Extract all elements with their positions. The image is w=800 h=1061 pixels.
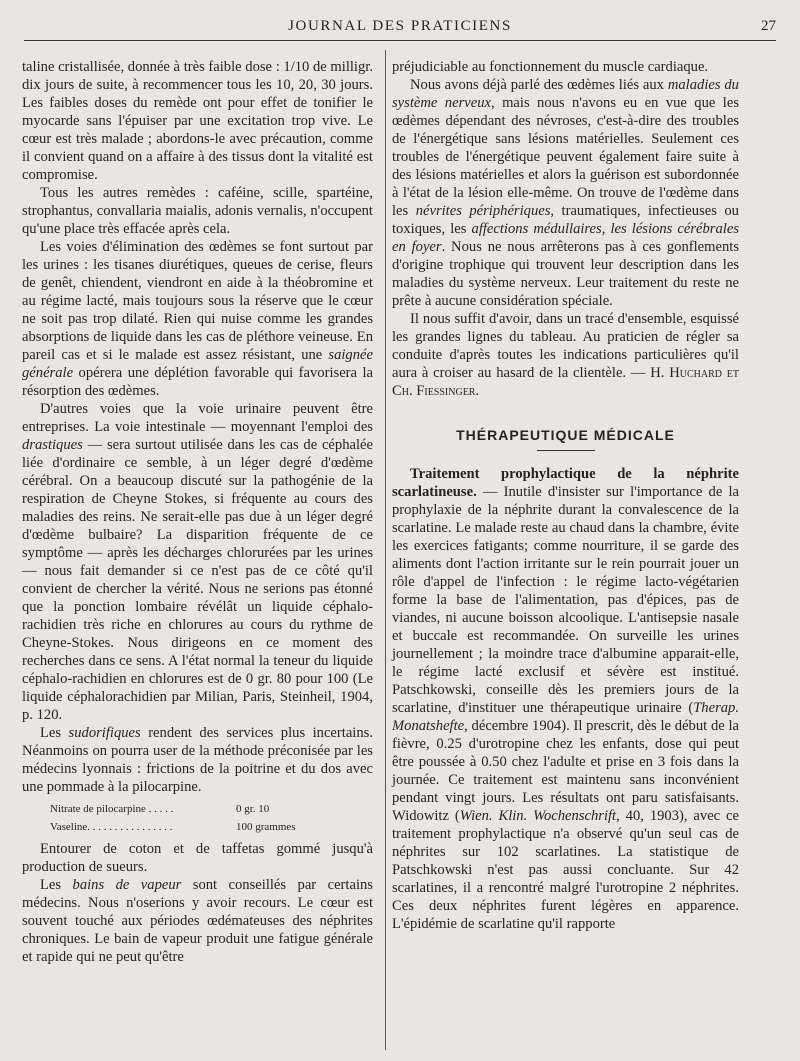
italic-term: saignée générale xyxy=(22,347,373,381)
prescription-line xyxy=(50,801,373,817)
text-run: Les xyxy=(40,877,73,893)
article-lead: Traitement prophylactique de la néphrite scarlatineuse. xyxy=(392,466,739,500)
column-divider xyxy=(385,50,386,1050)
paragraph: préjudiciable au fonctionnement du muscle cardiaque. xyxy=(392,59,709,75)
paragraph xyxy=(22,238,373,400)
right-column xyxy=(392,58,739,933)
text-run: — sera surtout utilisée dans les cas de céphalée liée d'ordinaire ce semble, à un léger degré d'œdème cérébral. On a beaucoup discuté sur la pathogénie de la respiration de Cheyne Stokes, si fréquente au cours des maladies des reins. Ne serait-elle pas due à un léger degré d'œdème bulbaire? La disparition fréquente de ce symptôme — après les décharges chlorurées par les urines — nous fait demander si ce n'est pas de ce côté qu'il convient de chercher la vérité. Nous ne serions pas étonné que la ponction lombaire révélât un liquide céphalo-rachidien très riche en chlorures au cours du rythme de Cheyne-Stokes. Nous dirigeons en ce moment des recherches dans ce sens. A l'état normal la teneur du liquide céphalo-rachidien en chlorures est de 0 gr. 80 pour 100 (Le liquide céphalorachidien par Milian, Paris, Steinheil, 1904, p. 120. xyxy=(22,437,373,723)
text-run: , décembre 1904). Il prescrit, dès le début de la fièvre, 0.25 d'urotropine chez les enfants, dose qui peut être poussée à 0.50 chez l'adulte et prise en 3 fois dans la journée. Ce traitement est maintenu sans inconvénient pendant vingt jours. Les résultats ont paru satisfaisants. Widowitz ( xyxy=(392,718,739,824)
paragraph xyxy=(392,465,739,933)
paragraph xyxy=(22,876,373,966)
prescription-line xyxy=(50,819,373,835)
italic-term: affections médullaires, les lésions cérébrales en foyer xyxy=(392,221,739,255)
text-run: , traumatiques, infectieuses ou toxiques, les xyxy=(392,203,739,237)
text-run: Il nous suffit d'avoir, dans un tracé d'ensemble, esquissé les grandes lignes du tableau. Au praticien de régler sa conduite d'après toutes les indications particulières qu'il aura à croiser au hasard de la clientèle. — xyxy=(392,311,739,381)
italic-term: bains de vapeur xyxy=(72,877,182,893)
paragraph xyxy=(22,400,373,724)
paragraph: taline cristallisée, donnée à très faible dose : 1/10 de milligr. dix jours de suite, à recommencer tous les 10, 20, 30 jours. Les faibles doses du remède ont pour effet de tonifier le myocarde sans l'épuiser par une excitation trop vive. Le cœur est très malade ; abordons-le avec précaution, comme il convient quand on a affaire à des tissus dont la vitalité est compromise. xyxy=(22,59,373,183)
paragraph xyxy=(392,310,739,400)
text-run: , 40, 1903), avec ce traitement prophylactique n'a observé qu'un seul cas de néphrites sur 102 scarlatines. La statistique de Patschkowski n'est pas aussi concluante. Sur 42 scarlatines, il a rencontré malgré l'urotropine 2 néphrites. Ces deux néphrites furent légères en apparence. L'épidémie de scarlatine qu'il rapporte xyxy=(392,808,739,932)
quantity: 100 grammes xyxy=(236,821,296,833)
journal-title: JOURNAL DES PRATICIENS xyxy=(288,18,512,34)
text-run: opérera une déplétion favorable qui favorisera la résorption des œdèmes. xyxy=(22,365,373,399)
text-run: D'autres voies que la voie urinaire peuvent être entreprises. La voie intestinale — moyennant l'emploi des xyxy=(22,401,373,435)
quantity: 0 gr. 10 xyxy=(236,803,270,815)
paragraph: Entourer de coton et de taffetas gommé jusqu'à production de sueurs. xyxy=(22,841,373,875)
italic-term: drastiques xyxy=(22,437,83,453)
paragraph xyxy=(392,76,739,310)
italic-term: sudorifiques xyxy=(68,725,141,741)
page-header xyxy=(24,14,776,41)
page-number: 27 xyxy=(761,18,776,34)
text-run: Nous avons déjà parlé des œdèmes liés aux xyxy=(410,77,668,93)
author-signature: H. Huchard et Ch. Fiessinger. xyxy=(392,365,740,399)
text-run: — Inutile d'insister sur l'importance de la prophylaxie de la néphrite durant la convalescence de la scarlatine. Le malade reste au chaud dans la chambre, évite les exercices fatigants; comme nourriture, il se garde des aliments dont l'action irritante sur le rein pourrait jouer un rôle d'appel de l'infection : le régime lacto-végétarien forme la base de l'alimentation, pas d'épices, pas de viandes, ni aucune boisson alcoolique. L'antisepsie nasale et buccale est recommandée. On surveille les urines journellement ; la moindre trace d'albumine apparait-elle, le régime lacté exclusif et sévère est institué. Patschkowski, conseille dès les premiers jours de la scarlatine, d'instituer une thérapeutique urinaire ( xyxy=(392,484,739,716)
italic-term: névrites périphériques xyxy=(415,203,551,219)
text-run: rendent des services plus incertains. Néanmoins on pourra user de la méthode préconisée par les médecins lyonnais : frictions de la poitrine et du dos avec une pommade à la pilocarpine. xyxy=(22,725,373,795)
italic-term: Wien. Klin. Wochenschrift xyxy=(459,808,617,824)
paragraph xyxy=(22,724,373,796)
text-run: , mais nous n'avons eu en vue que les œdèmes dépendant des névroses, c'est-à-dire des troubles de l'énergétique sans lésions matérielles. Seulement ces troubles de l'énergétique peuvent également faire suite à des lésions matérielles et alors la guérison est subordonnée à l'état de la lésion elle-même. On trouve de l'œdème dans les xyxy=(392,95,739,219)
italic-term: Therap. Monatshefte xyxy=(392,700,739,734)
section-heading: THÉRAPEUTIQUE MÉDICALE xyxy=(456,427,675,443)
text-run: . Nous ne nous arrêterons pas à ces gonflements d'origine trophique qui trouvent leur description dans les maladies du système nerveux. Leur traitement du reste ne prête à aucune considération spéciale. xyxy=(392,239,739,309)
ingredient: Nitrate de pilocarpine . . . . . xyxy=(50,803,174,815)
left-column xyxy=(22,58,373,966)
text-run: Les xyxy=(40,725,69,741)
italic-term: maladies du système nerveux xyxy=(392,77,739,111)
text-run: sont conseillés par certains médecins. Nous n'oserions y avoir recours. Le cœur est souvent touché aux périodes œdémateuses des néphrites chroniques. Le bain de vapeur produit une fatigue générale et rapide qui ne peut qu'être xyxy=(22,877,373,965)
text-run: Les voies d'élimination des œdèmes se font surtout par les urines : les tisanes diurétiques, queues de cerise, fleurs de genêt, chiendent, viendront en aide à la théobromine et au régime lacté, mais toujours sous la réserve que le cœur ne soit pas trop dilaté. Rien qui nuise comme les grandes absorptions de liquide dans les cas de pléthore veineuse. En pareil cas et si le malade est assez résistant, une xyxy=(22,239,373,363)
paragraph: Tous les autres remèdes : caféine, scille, spartéine, strophantus, convallaria maialis, adonis vernalis, n'occupent qu'une place très effacée après cela. xyxy=(22,185,373,237)
heading-rule xyxy=(537,450,595,451)
ingredient: Vaseline. . . . . . . . . . . . . . . . xyxy=(50,821,173,833)
